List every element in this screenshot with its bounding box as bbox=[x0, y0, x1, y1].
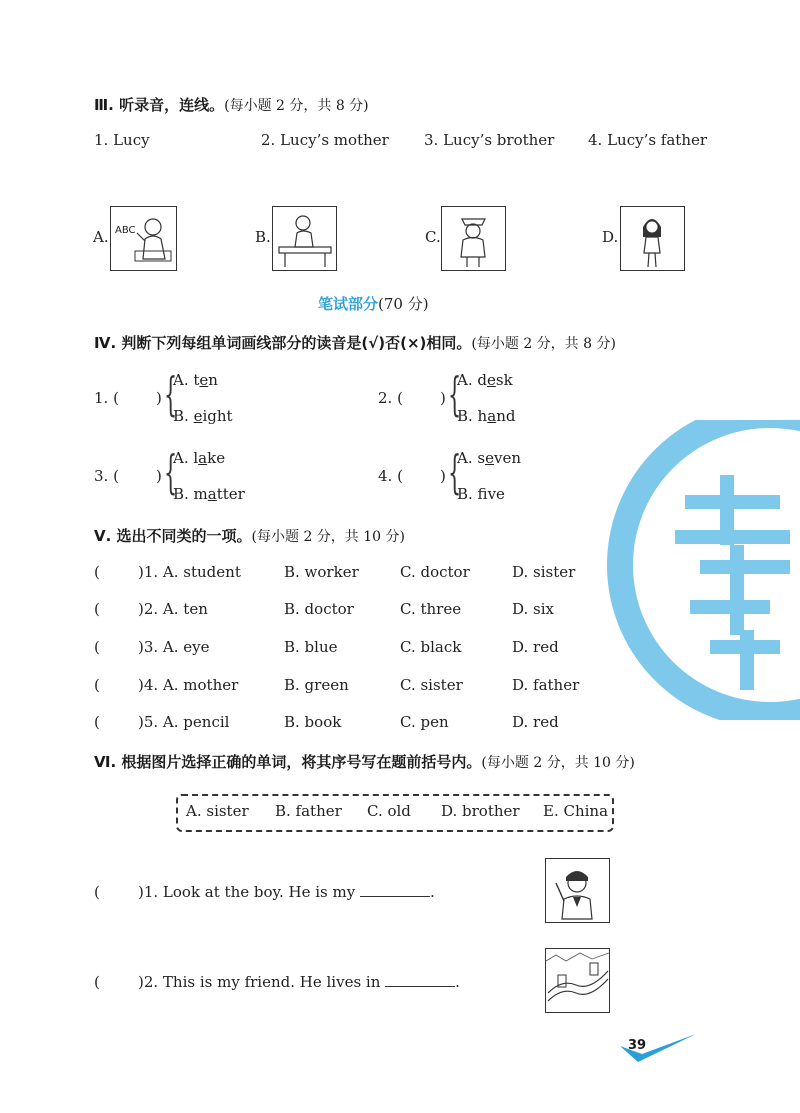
s5-row-5-b: B. book bbox=[284, 713, 342, 731]
brace: { bbox=[448, 445, 462, 499]
s5-row-2-paren: ( bbox=[94, 600, 100, 618]
page-number: 39 bbox=[628, 1038, 647, 1053]
s4-item-1-close: ) bbox=[156, 389, 162, 407]
pic-label-b: B. bbox=[255, 228, 271, 246]
s5-row-1-b: B. worker bbox=[284, 563, 359, 581]
name-2: 2. Lucy’s mother bbox=[261, 131, 389, 149]
s5-row-2-a: )2. A. ten bbox=[138, 600, 208, 618]
name-4: 4. Lucy’s father bbox=[588, 131, 708, 149]
answer-blank[interactable] bbox=[360, 884, 430, 897]
s5-row-4-paren: ( bbox=[94, 676, 100, 694]
s6-q2-text: )2. This is my friend. He lives in bbox=[138, 973, 386, 991]
s4-item-1-a: A. ten bbox=[173, 371, 218, 389]
word-bank-item: C. old bbox=[367, 802, 411, 820]
section-5-title: Ⅴ. 选出不同类的一项。 bbox=[94, 527, 252, 545]
s5-row-5-paren: ( bbox=[94, 713, 100, 731]
s6-question-2: )2. This is my friend. He lives in . bbox=[138, 973, 460, 991]
s6-question-1: )1. Look at the boy. He is my . bbox=[138, 883, 435, 901]
s4-item-3-number: 3. ( bbox=[94, 467, 119, 485]
s5-row-5-a: )5. A. pencil bbox=[138, 713, 230, 731]
s5-row-4-b: B. green bbox=[284, 676, 349, 694]
boy-icon bbox=[546, 859, 609, 922]
s5-row-4-c: C. sister bbox=[400, 676, 463, 694]
picture-a-board-text: ABC bbox=[115, 225, 136, 236]
picture-c-policeman bbox=[441, 206, 506, 271]
s4-item-1-b: B. eight bbox=[173, 407, 233, 425]
picture-a-teacher bbox=[110, 206, 177, 271]
section-3-heading bbox=[94, 94, 369, 115]
s6-q1-text: )1. Look at the boy. He is my bbox=[138, 883, 360, 901]
s4-item-2-number: 2. ( bbox=[378, 389, 403, 407]
s5-row-2-d: D. six bbox=[512, 600, 554, 618]
s5-row-4-a: )4. A. mother bbox=[138, 676, 239, 694]
s5-row-3-d: D. red bbox=[512, 638, 559, 656]
s5-row-2-b: B. doctor bbox=[284, 600, 354, 618]
great-wall-icon bbox=[546, 949, 609, 1012]
s4-item-4-b: B. fve bbox=[457, 485, 505, 503]
pic-label-d: D. bbox=[602, 228, 619, 246]
girl-icon bbox=[621, 207, 684, 270]
picture-great-wall bbox=[545, 948, 610, 1013]
s5-row-3-a: )3. A. eye bbox=[138, 638, 210, 656]
s5-row-2-c: C. three bbox=[400, 600, 462, 618]
section-6-heading bbox=[94, 751, 635, 772]
worker-icon bbox=[273, 207, 336, 270]
s4-item-2-b: B. hand bbox=[457, 407, 516, 425]
s6-q1-paren: ( bbox=[94, 883, 100, 901]
section-4-title: Ⅳ. 判断下列每组单词画线部分的读音是(√)否(×)相同。 bbox=[94, 334, 472, 352]
page-number-badge bbox=[616, 1032, 700, 1068]
name-1: 1. Lucy bbox=[94, 131, 150, 149]
pic-label-c: C. bbox=[425, 228, 441, 246]
section-5-heading bbox=[94, 525, 405, 546]
section-4-heading bbox=[94, 332, 616, 353]
s5-row-5-c: C. pen bbox=[400, 713, 449, 731]
name-3: 3. Lucy’s brother bbox=[424, 131, 555, 149]
section-4-note: (每小题 2 分，共 8 分) bbox=[471, 336, 616, 352]
word-bank-item: D. brother bbox=[441, 802, 520, 820]
s4-item-3-b: B. matter bbox=[173, 485, 245, 503]
s4-item-2-close: ) bbox=[440, 389, 446, 407]
section-6-title: Ⅵ. 根据图片选择正确的单词，将其序号写在题前括号内。 bbox=[94, 753, 482, 771]
s5-row-3-c: C. black bbox=[400, 638, 462, 656]
word-bank-item: E. China bbox=[543, 802, 609, 820]
s4-item-4-a: A. seven bbox=[457, 449, 521, 467]
s5-row-1-a: )1. A. student bbox=[138, 563, 241, 581]
s5-row-4-d: D. father bbox=[512, 676, 580, 694]
word-bank-item: B. father bbox=[275, 802, 342, 820]
s5-row-5-d: D. red bbox=[512, 713, 559, 731]
s5-row-3-paren: ( bbox=[94, 638, 100, 656]
s4-item-3-a: A. lake bbox=[173, 449, 226, 467]
s5-row-1-d: D. sister bbox=[512, 563, 576, 581]
s5-row-1-c: C. doctor bbox=[400, 563, 470, 581]
word-bank-item: A. sister bbox=[186, 802, 249, 820]
s4-item-3-close: ) bbox=[156, 467, 162, 485]
written-part-heading bbox=[318, 293, 429, 314]
watermark-stamp bbox=[600, 420, 800, 720]
policeman-icon bbox=[442, 207, 505, 270]
s6-q2-paren: ( bbox=[94, 973, 100, 991]
s4-item-1-number: 1. ( bbox=[94, 389, 119, 407]
answer-blank[interactable] bbox=[385, 974, 455, 987]
teacher-icon bbox=[111, 207, 176, 270]
picture-b-worker bbox=[272, 206, 337, 271]
brace: { bbox=[164, 367, 178, 421]
section-3-note: (每小题 2 分，共 8 分) bbox=[224, 98, 369, 114]
written-part-score: (70 分) bbox=[378, 295, 429, 313]
picture-d-girl bbox=[620, 206, 685, 271]
s4-item-2-a: A. desk bbox=[457, 371, 513, 389]
brace: { bbox=[448, 367, 462, 421]
pic-label-a: A. bbox=[93, 228, 109, 246]
s4-item-4-close: ) bbox=[440, 467, 446, 485]
s5-row-3-b: B. blue bbox=[284, 638, 338, 656]
s5-row-1-paren: ( bbox=[94, 563, 100, 581]
s4-item-4-number: 4. ( bbox=[378, 467, 403, 485]
picture-boy bbox=[545, 858, 610, 923]
section-6-note: (每小题 2 分，共 10 分) bbox=[481, 755, 635, 771]
section-3-title: Ⅲ. 听录音，连线。 bbox=[94, 96, 225, 114]
section-5-note: (每小题 2 分，共 10 分) bbox=[251, 529, 405, 545]
written-part-title: 笔试部分 bbox=[318, 295, 379, 313]
brace: { bbox=[164, 445, 178, 499]
